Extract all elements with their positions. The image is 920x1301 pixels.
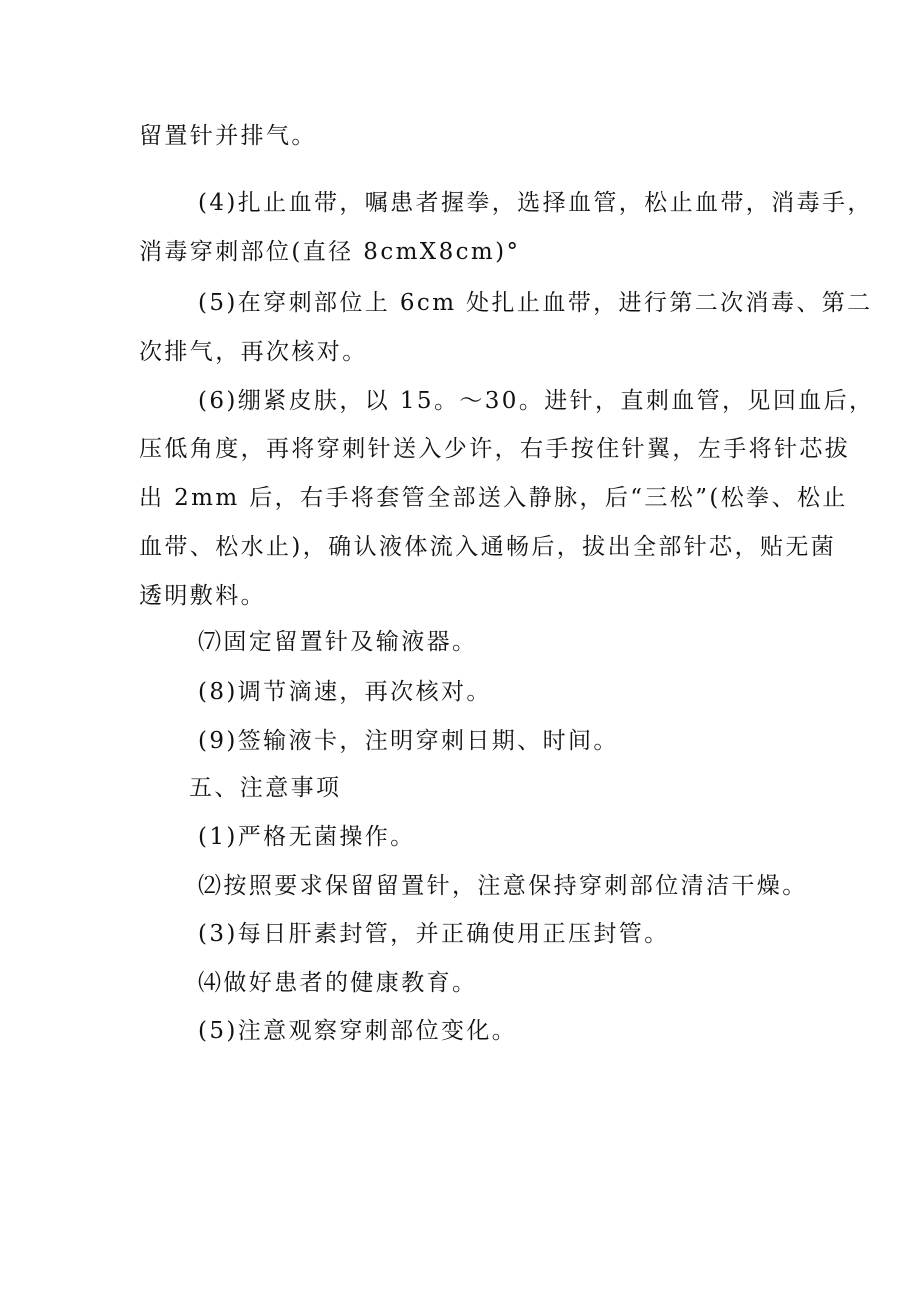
text-line-8: 出 2mm 后，右手将套管全部送入静脉，后“三松”(松拳、松止 (139, 485, 848, 511)
text-line-16: ⑵按照要求保留留置针，注意保持穿刺部位清洁干燥。 (198, 873, 808, 899)
text-line-2: (4)扎止血带，嘱患者握拳，选择血管，松止血带，消毒手， (198, 190, 873, 216)
text-line-13: (9)签输液卡，注明穿刺日期、时间。 (198, 728, 619, 754)
text-line-4: (5)在穿刺部位上 6cm 处扎止血带，进行第二次消毒、第二 (198, 290, 873, 316)
text-line-7: 压低角度，再将穿刺针送入少许，右手按住针翼，左手将针芯拔 (139, 436, 851, 462)
text-line-6: (6)绷紧皮肤，以 15。～30。进针，直刺血管，见回血后， (198, 388, 875, 414)
text-line-10: 透明敷料。 (139, 583, 266, 609)
text-line-18: ⑷做好患者的健康教育。 (198, 970, 478, 996)
text-line-15: (1)严格无菌操作。 (198, 824, 416, 850)
text-line-17: (3)每日肝素封管，并正确使用正压封管。 (198, 921, 670, 947)
text-line-12: (8)调节滴速，再次核对。 (198, 679, 492, 705)
text-line-5: 次排气，再次核对。 (139, 339, 368, 365)
section-heading: 五、注意事项 (189, 775, 342, 801)
text-line-9: 血带、松水止)，确认液体流入通畅后，拔出全部针芯，贴无菌 (139, 534, 837, 560)
text-line-3: 消毒穿刺部位(直径 8cmX8cm)° (139, 239, 521, 265)
text-line-1: 留置针并排气。 (139, 123, 317, 149)
text-line-19: (5)注意观察穿刺部位变化。 (198, 1018, 518, 1044)
text-line-11: ⑺固定留置针及输液器。 (198, 629, 478, 655)
